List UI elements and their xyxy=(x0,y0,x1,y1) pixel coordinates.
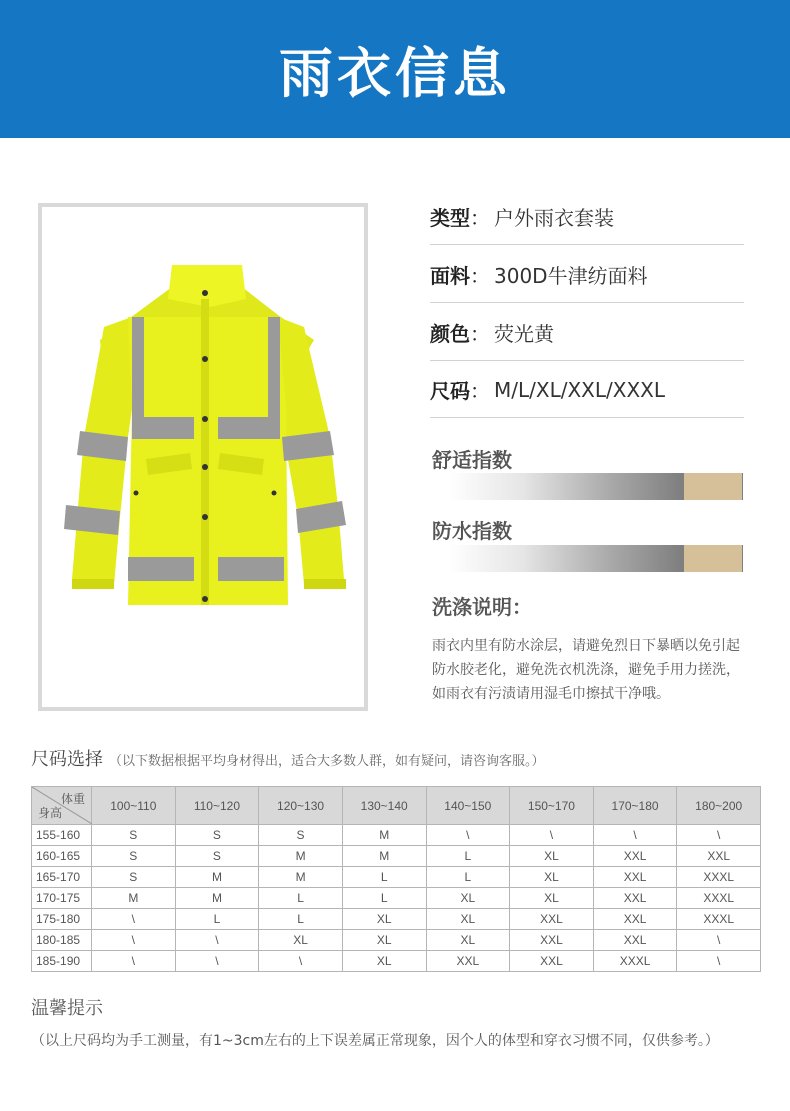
size-cell: XL xyxy=(259,930,343,951)
size-cell: M xyxy=(342,846,426,867)
size-cell: XXL xyxy=(593,846,677,867)
size-cell: M xyxy=(342,825,426,846)
size-cell: S xyxy=(92,825,176,846)
tips-text: （以上尺码均为手工测量，有1~3cm左右的上下误差属正常现象，因个人的体型和穿衣习惯不同，仅供参考。） xyxy=(31,1033,719,1049)
size-cell: S xyxy=(259,825,343,846)
size-cell: \ xyxy=(92,909,176,930)
spec-key: 面料 xyxy=(430,264,470,288)
size-cell: XXL xyxy=(510,930,594,951)
spec-value: M/L/XL/XXL/XXXL xyxy=(494,377,665,402)
size-cell: \ xyxy=(677,825,761,846)
size-cell: \ xyxy=(92,930,176,951)
size-cell: XL xyxy=(510,846,594,867)
spec-separator: ： xyxy=(470,322,490,346)
size-cell: S xyxy=(92,846,176,867)
size-table xyxy=(31,786,761,972)
table-row xyxy=(32,867,761,888)
size-cell: M xyxy=(175,867,259,888)
tips-title: 温馨提示 xyxy=(31,998,103,1019)
size-cell: M xyxy=(259,867,343,888)
height-cell: 155-160 xyxy=(32,825,92,846)
spec-separator: ： xyxy=(470,264,490,288)
size-cell: \ xyxy=(510,825,594,846)
size-cell: XL xyxy=(510,888,594,909)
size-cell: L xyxy=(426,846,510,867)
size-cell: XL xyxy=(510,867,594,888)
spec-type xyxy=(430,189,744,245)
size-cell: XXL xyxy=(593,930,677,951)
spec-color xyxy=(430,305,744,361)
spec-separator: ： xyxy=(470,379,490,403)
size-title-text: 尺码选择 xyxy=(31,749,103,770)
size-cell: \ xyxy=(677,930,761,951)
spec-value: 户外雨衣套装 xyxy=(494,206,614,230)
size-cell: \ xyxy=(426,825,510,846)
waterproof-index-bar xyxy=(448,545,743,572)
table-row xyxy=(32,846,761,867)
size-cell: \ xyxy=(677,951,761,972)
spec-key: 尺码 xyxy=(430,379,470,403)
size-cell: XXL xyxy=(510,909,594,930)
height-cell: 175-180 xyxy=(32,909,92,930)
wash-title: 洗涤说明： xyxy=(432,595,532,619)
size-cell: M xyxy=(92,888,176,909)
size-cell: \ xyxy=(92,951,176,972)
raincoat-illustration xyxy=(42,207,364,707)
size-cell: XL xyxy=(342,930,426,951)
size-cell: XXL xyxy=(593,888,677,909)
page-title: 雨衣信息 xyxy=(279,41,511,105)
size-table-body xyxy=(32,825,761,972)
spec-fabric xyxy=(430,247,744,303)
wash-text: 雨衣内里有防水涂层，请避免烈日下暴晒以免引起防水胶老化，避免洗衣机洗涤，避免手用力搓洗，如雨衣有污渍请用湿毛巾擦拭干净哦。 xyxy=(432,638,740,702)
weight-column-header: 170~180 xyxy=(593,787,677,825)
size-cell: \ xyxy=(259,951,343,972)
size-table-header xyxy=(32,787,761,825)
size-cell: XL xyxy=(426,909,510,930)
size-section-title xyxy=(31,745,545,771)
corner-height-label: 身高 xyxy=(38,806,63,820)
product-photo xyxy=(38,203,368,711)
height-cell: 160-165 xyxy=(32,846,92,867)
spec-separator: ： xyxy=(470,206,490,230)
header-banner xyxy=(0,0,790,138)
weight-column-header: 150~170 xyxy=(510,787,594,825)
size-cell: XXXL xyxy=(677,888,761,909)
size-table-corner xyxy=(32,787,92,825)
size-cell: XL xyxy=(426,930,510,951)
size-cell: XXL xyxy=(593,909,677,930)
size-cell: XXL xyxy=(426,951,510,972)
table-row xyxy=(32,909,761,930)
spec-size xyxy=(430,362,744,418)
height-cell: 180-185 xyxy=(32,930,92,951)
height-cell: 170-175 xyxy=(32,888,92,909)
table-row xyxy=(32,930,761,951)
comfort-index-bar xyxy=(448,473,743,500)
height-cell: 185-190 xyxy=(32,951,92,972)
weight-column-header: 120~130 xyxy=(259,787,343,825)
spec-key: 颜色 xyxy=(430,322,470,346)
spec-value: 300D牛津纺面料 xyxy=(494,264,648,288)
weight-column-header: 140~150 xyxy=(426,787,510,825)
size-cell: S xyxy=(175,846,259,867)
weight-column-header: 130~140 xyxy=(342,787,426,825)
size-cell: XXXL xyxy=(593,951,677,972)
size-cell: L xyxy=(259,909,343,930)
size-cell: \ xyxy=(175,951,259,972)
waterproof-index-fill xyxy=(684,545,742,572)
size-cell: XXL xyxy=(510,951,594,972)
weight-column-header: 180~200 xyxy=(677,787,761,825)
size-cell: XL xyxy=(426,888,510,909)
size-cell: M xyxy=(259,846,343,867)
comfort-index-fill xyxy=(684,473,742,500)
size-cell: S xyxy=(175,825,259,846)
waterproof-index-title: 防水指数 xyxy=(432,519,512,543)
corner-weight-label: 体重 xyxy=(60,792,85,806)
size-cell: XXL xyxy=(677,846,761,867)
spec-key: 类型 xyxy=(430,206,470,230)
table-row xyxy=(32,888,761,909)
size-cell: \ xyxy=(175,930,259,951)
size-cell: XXXL xyxy=(677,867,761,888)
size-note: （以下数据根据平均身材得出，适合大多数人群，如有疑问，请咨询客服。） xyxy=(109,754,545,769)
size-cell: S xyxy=(92,867,176,888)
size-cell: L xyxy=(426,867,510,888)
table-row xyxy=(32,825,761,846)
weight-column-header: 110~120 xyxy=(175,787,259,825)
size-cell: L xyxy=(175,909,259,930)
comfort-index-title: 舒适指数 xyxy=(432,448,512,472)
size-cell: XL xyxy=(342,951,426,972)
weight-column-header: 100~110 xyxy=(92,787,176,825)
size-cell: XXL xyxy=(593,867,677,888)
spec-value: 荧光黄 xyxy=(494,322,554,346)
size-cell: XXXL xyxy=(677,909,761,930)
size-cell: XL xyxy=(342,909,426,930)
table-row xyxy=(32,951,761,972)
height-cell: 165-170 xyxy=(32,867,92,888)
size-cell: L xyxy=(259,888,343,909)
size-cell: L xyxy=(342,867,426,888)
size-cell: \ xyxy=(593,825,677,846)
size-cell: L xyxy=(342,888,426,909)
size-cell: M xyxy=(175,888,259,909)
